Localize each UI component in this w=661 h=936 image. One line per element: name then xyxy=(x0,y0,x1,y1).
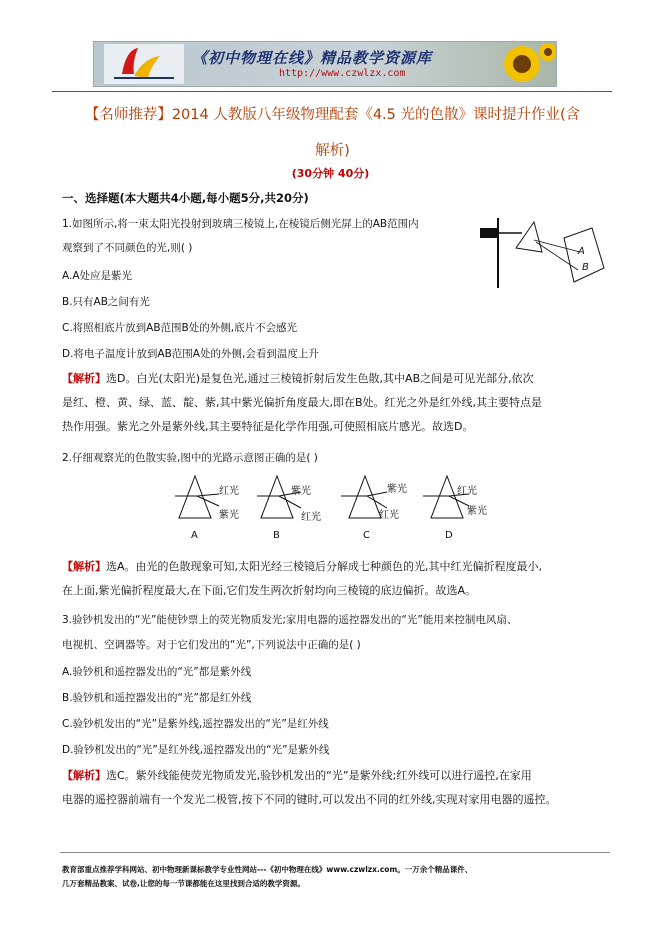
q2-d-letter: D xyxy=(445,530,453,541)
q2-figures xyxy=(175,472,505,544)
banner-title: 《初中物理在线》精品教学资源库 xyxy=(192,49,433,67)
q3-option-b: B.验钞机和遥控器发出的“光”都是红外线 xyxy=(62,692,252,704)
q2-stem: 2.仔细观察光的色散实验,图中的光路示意图正确的是( ) xyxy=(62,452,318,464)
page-title-line2: 解析) xyxy=(315,143,350,159)
q3-analysis-tag: 【解析】 xyxy=(62,769,106,782)
q2-analysis-line1: 选A。由光的色散现象可知,太阳光经三棱镜后分解成七种颜色的光,其中红光偏折程度最小, xyxy=(106,560,543,573)
q2-c-top-label: 紫光 xyxy=(387,484,407,495)
q3-option-d: D.验钞机发出的“光”是红外线,遥控器发出的“光”是紫外线 xyxy=(62,744,330,756)
time-score-info: (30分钟 40分) xyxy=(291,167,370,180)
section-heading: 一、选择题(本大题共4小题,每小题5分,共20分) xyxy=(62,191,309,205)
q2-b-top-label: 紫光 xyxy=(291,486,311,497)
q1-figure-label-a: A xyxy=(578,246,585,257)
q2-b-bottom-label: 红光 xyxy=(301,512,321,523)
sunflower-image xyxy=(486,42,556,86)
q3-stem-line1: 3.验钞机发出的“光”能使钞票上的荧光物质发光;家用电器的遥控器发出的“光”能用来控制电风扇、 xyxy=(62,614,518,626)
q2-analysis-tag: 【解析】 xyxy=(62,560,106,573)
q2-c-bottom-label: 红光 xyxy=(379,510,399,521)
q2-figure-b xyxy=(257,472,337,544)
q2-a-top-label: 红光 xyxy=(219,486,239,497)
page-title xyxy=(60,97,605,169)
q1-analysis-line1: 选D。白光(太阳光)是复色光,通过三棱镜折射后发生色散,其中AB之间是可见光部分,依次 xyxy=(106,372,534,385)
q2-a-letter: A xyxy=(191,530,198,541)
q1-option-d: D.将电子温度计放到AB范围A处的外侧,会看到温度上升 xyxy=(62,348,319,360)
q1-analysis xyxy=(62,367,602,439)
site-logo-icon xyxy=(104,44,184,84)
q2-d-top-label: 红光 xyxy=(457,486,477,497)
q2-b-letter: B xyxy=(273,530,280,541)
q3-stem-line2: 电视机、空调器等。对于它们发出的“光”,下列说法中正确的是( ) xyxy=(62,639,361,651)
q3-analysis-line1: 选C。紫外线能使荧光物质发光,验钞机发出的“光”是紫外线;红外线可以进行遥控,在家用 xyxy=(106,769,532,782)
q2-figure-d xyxy=(423,472,505,544)
q1-prism-figure xyxy=(480,218,610,290)
q1-stem-line1: 1.如图所示,将一束太阳光投射到玻璃三棱镜上,在棱镜后侧光屏上的AB范围内 xyxy=(62,218,419,230)
q2-c-letter: C xyxy=(363,530,370,541)
header-banner xyxy=(93,41,557,87)
q3-option-a: A.验钞机和遥控器发出的“光”都是紫外线 xyxy=(62,666,252,678)
q1-option-c: C.将照相底片放到AB范围B处的外侧,底片不会感光 xyxy=(62,322,298,334)
q3-analysis xyxy=(62,764,602,812)
q1-option-a: A.A处应是紫光 xyxy=(62,270,133,282)
q1-analysis-tag: 【解析】 xyxy=(62,372,106,385)
banner-url[interactable]: http://www.czwlzx.com xyxy=(279,68,406,79)
q2-figure-a xyxy=(175,472,255,544)
q2-analysis xyxy=(62,555,602,603)
q3-analysis-line2: 电器的遥控器前端有一个发光二极管,按下不同的键时,可以发出不同的红外线,实现对家用电器的遥控。 xyxy=(62,793,557,806)
q1-analysis-line2: 是红、橙、黄、绿、蓝、靛、紫,其中紫光偏折角度最大,即在B处。红光之外是红外线,其主要特点是 xyxy=(62,396,543,409)
footer-divider xyxy=(60,852,610,853)
q2-analysis-line2: 在上面,紫光偏折程度最大,在下面,它们发生两次折射均向三棱镜的底边偏折。故选A。 xyxy=(62,584,477,597)
q1-analysis-line3: 热作用强。紫光之外是紫外线,其主要特征是化学作用强,可使照相底片感光。故选D。 xyxy=(62,420,474,433)
q3-option-c: C.验钞机发出的“光”是紫外线,遥控器发出的“光”是红外线 xyxy=(62,718,329,730)
q1-stem-line2: 观察到了不同颜色的光,则( ) xyxy=(62,242,193,254)
q1-figure-label-b: B xyxy=(582,262,589,273)
q2-figure-c xyxy=(341,472,421,544)
footer-line2: 几万套精品教案、试卷,让您的每一节课都能在这里找到合适的教学资源。 xyxy=(62,879,305,888)
q1-option-b: B.只有AB之间有光 xyxy=(62,296,150,308)
q2-d-bottom-label: 紫光 xyxy=(467,506,487,517)
header-divider xyxy=(52,91,612,92)
page-title-line1: 【名师推荐】2014 人教版八年级物理配套《4.5 光的色散》课时提升作业(含 xyxy=(84,107,581,123)
footer-line1: 教育部重点推荐学科网站、初中物理新课标教学专业性网站---《初中物理在线》www.czwlzx.com。一万余个精品课件、 xyxy=(62,865,473,874)
q2-a-bottom-label: 紫光 xyxy=(219,510,239,521)
